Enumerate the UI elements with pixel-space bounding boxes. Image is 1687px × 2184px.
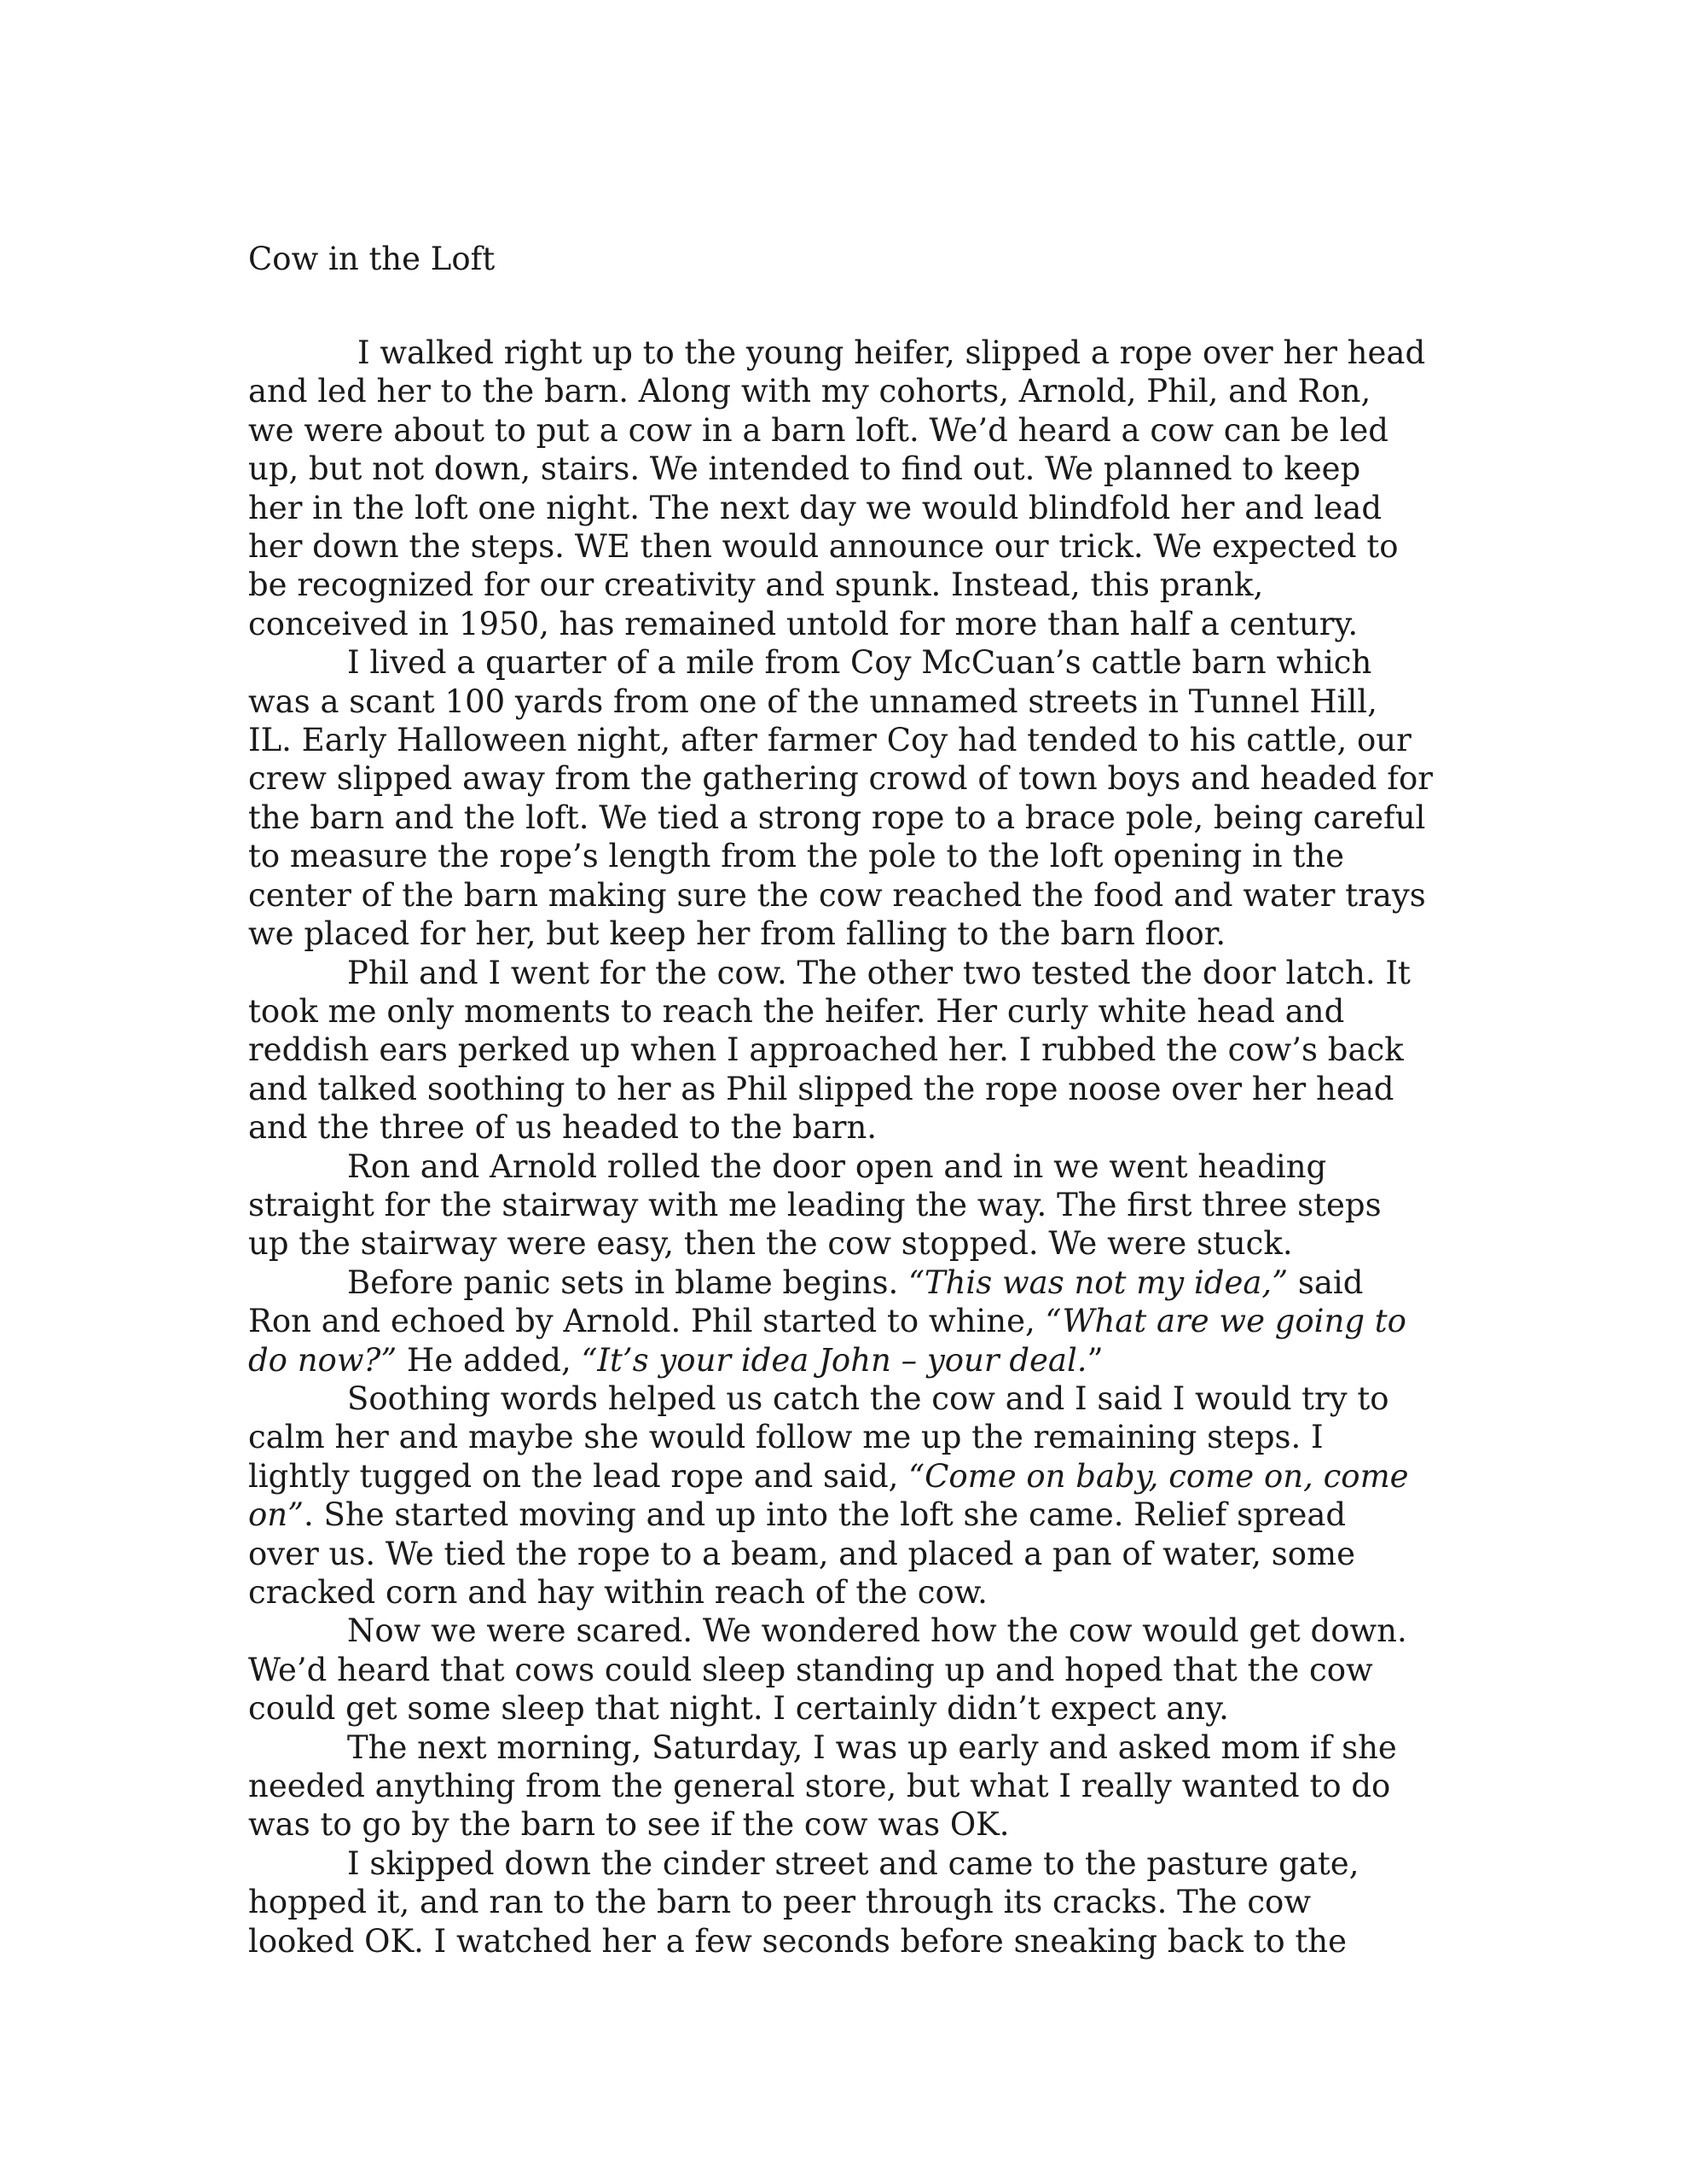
paragraph: [248, 334, 1459, 643]
body-text: Now we were scared. We wondered how the cow would get down. We’d heard that cows could sleep standing up and hoped that the cow could get some sleep that night. I certainly didn’t expect any.: [248, 1612, 1407, 1728]
body-text: The next morning, Saturday, I was up early and asked mom if she needed anything from the general store, but what I really wanted to do was to go by the barn to see if the cow was OK.: [248, 1728, 1397, 1844]
paragraph: [248, 1147, 1459, 1263]
italic-quote-text: “It’s your idea John – your deal.: [581, 1341, 1087, 1379]
paragraph: [248, 1612, 1459, 1728]
italic-quote-text: “Come on baby, come on, come on”: [248, 1457, 1409, 1534]
document-body: [248, 235, 1459, 1960]
body-text: Phil and I went for the cow. The other two tested the door latch. It took me only moments to reach the heifer. Her curly white head and reddish ears perked up when I approached her. I rubbed the cow’s back and talked soothing to her as Phil slipped the rope noose over her head and the three of us headed to the barn.: [248, 954, 1411, 1147]
document-title: Cow in the Loft: [248, 241, 496, 277]
body-text: I walked right up to the young heifer, slipped a rope over her head and led her to the barn. Along with my cohorts, Arnold, Phil, and Ron, we were about to put a cow in a barn loft. We’d heard a cow can be led up, but not down, stairs. We intended to find out. We planned to keep her in the loft one night. The next day we would blindfold her and lead her down the steps. WE then would announce our trick. We expected to be recognized for our creativity and spunk. Instead, this prank, conceived in 1950, has remained untold for more than half a century.: [248, 334, 1426, 642]
paragraph: [248, 1263, 1459, 1380]
paragraph: [248, 1380, 1459, 1612]
body-text: Before panic sets in blame begins.: [347, 1263, 908, 1301]
paragraph: [248, 1844, 1459, 1960]
body-text: I lived a quarter of a mile from Coy McCuan’s cattle barn which was a scant 100 yards from one of the unnamed streets in Tunnel Hill, IL. Early Halloween night, after farmer Coy had tended to his cattle, our crew slipped away from the gathering crowd of town boys and headed for the barn and the loft. We tied a strong rope to a brace pole, being careful to measure the rope’s length from the pole to the loft opening in the center of the barn making sure the cow reached the food and water trays we placed for her, but keep her from falling to the barn floor.: [248, 644, 1433, 953]
paragraph-list: [248, 334, 1459, 1960]
italic-quote-text: “This was not my idea,”: [907, 1263, 1289, 1301]
paragraph: [248, 1728, 1459, 1844]
body-text: said Ron and echoed by Arnold. Phil started to whine,: [248, 1263, 1364, 1340]
body-text: . She started moving and up into the loft she came. Relief spread over us. We tied the rope to a beam, and placed a pan of water, some cracked corn and hay within reach of the cow.: [248, 1496, 1355, 1611]
body-text: Ron and Arnold rolled the door open and in we went heading straight for the stairway with me leading the way. The first three steps up the stairway were easy, then the cow stopped. We were stuck.: [248, 1147, 1382, 1263]
paragraph: [248, 643, 1459, 953]
body-text: ”: [1087, 1341, 1104, 1379]
body-text: Soothing words helped us catch the cow and I said I would try to calm her and maybe she would follow me up the remaining steps. I lightly tugged on the lead rope and said,: [248, 1380, 1389, 1495]
body-text: I skipped down the cinder street and came to the pasture gate, hopped it, and ran to the barn to peer through its cracks. The cow looked OK. I watched her a few seconds before sneaking back to the: [248, 1844, 1359, 1960]
italic-quote-text: “What are we going to do now?”: [248, 1303, 1406, 1379]
body-text: He added,: [397, 1341, 582, 1379]
paragraph: [248, 954, 1459, 1147]
